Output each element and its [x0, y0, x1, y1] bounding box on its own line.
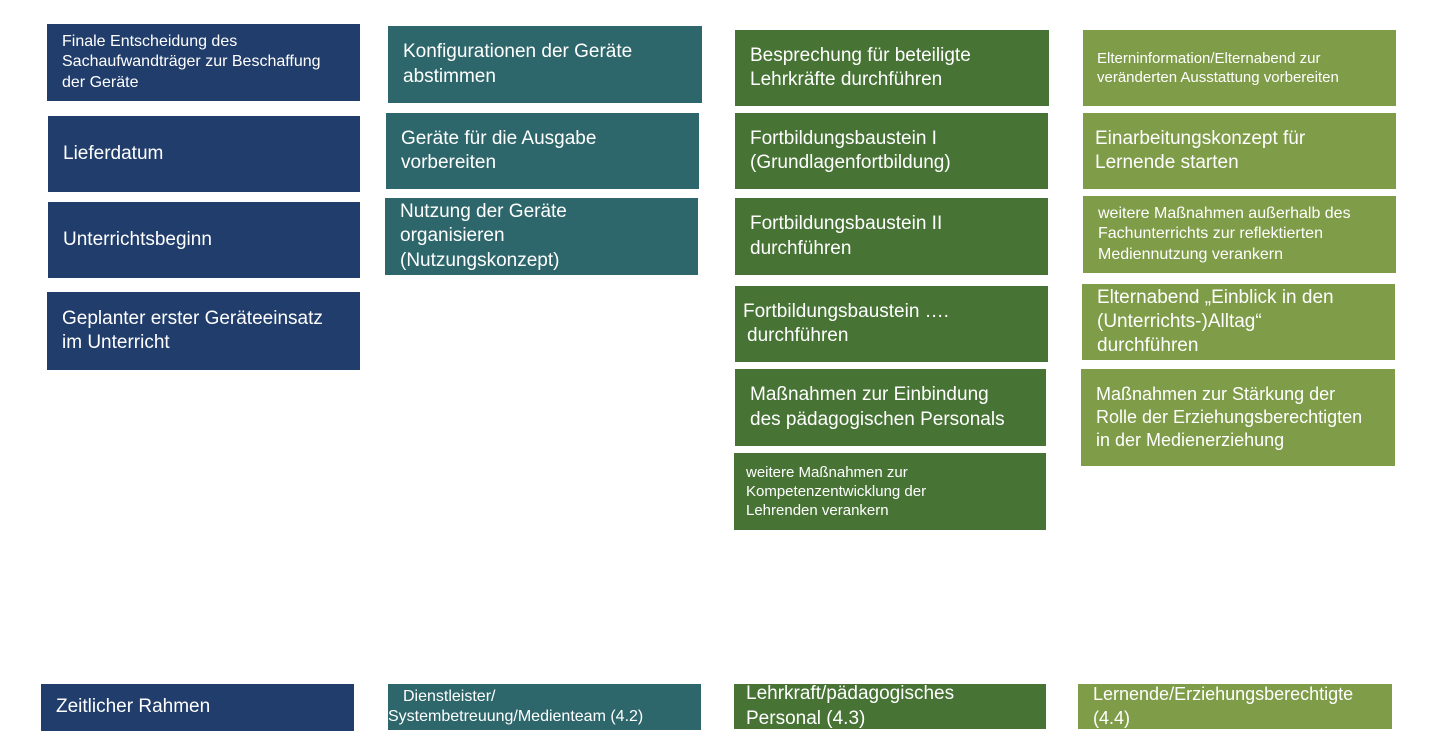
footer-text-line: (4.4): [1093, 707, 1131, 728]
box-text-line: (Nutzungskonzept): [400, 249, 560, 271]
box-text-line: Besprechung für beteiligte: [750, 44, 971, 66]
box-text-line: Mediennutzung verankern: [1098, 245, 1284, 263]
box-besprechung-lehrkraefte: [735, 30, 1049, 106]
box-text-line: Fachunterrichts zur reflektierten: [1098, 225, 1323, 243]
box-einarbeitungskonzept: [1083, 113, 1396, 189]
box-text-line: Elterninformation/Elternabend zur: [1097, 49, 1321, 67]
box-text-line: vorbereiten: [401, 152, 497, 173]
footer-lehrkraft: [734, 684, 1046, 729]
box-text-line: in der Medienerziehung: [1096, 430, 1285, 451]
box-text-line: veränderten Ausstattung vorbereiten: [1097, 69, 1339, 86]
box-text-line: Elternabend „Einblick in den: [1097, 286, 1334, 308]
box-lieferdatum: [48, 116, 360, 192]
box-text-line: Lehrenden verankern: [746, 502, 889, 520]
footer-zeitlicher-rahmen: [41, 684, 354, 731]
box-elterninformation: [1083, 30, 1396, 106]
box-erziehungsberechtigte-staerkung: [1081, 369, 1395, 466]
box-text-line: durchführen: [1097, 335, 1199, 357]
box-text-line: Geplanter erster Geräteeinsatz: [62, 307, 323, 329]
box-text-line: Lernende starten: [1095, 152, 1239, 173]
box-text-line: Sachaufwandträger zur Beschaffung: [62, 53, 321, 71]
box-konfigurationen: [388, 26, 702, 103]
box-geraete-ausgabe: [386, 113, 699, 189]
box-text-line: Maßnahmen zur Einbindung: [750, 384, 989, 406]
footer-text-line: Systembetreuung/Medienteam (4.2): [388, 708, 644, 725]
box-text-line: Kompetenzentwicklung der: [746, 482, 927, 500]
box-text-line: Fortbildungsbaustein I: [750, 127, 937, 149]
footer-text-line: Personal (4.3): [746, 707, 866, 729]
box-text-line: Finale Entscheidung des: [62, 32, 238, 50]
footer-text-line: Lehrkraft/pädagogisches: [746, 684, 955, 705]
box-einbindung-personal: [735, 369, 1046, 446]
box-text-line: durchführen: [750, 237, 852, 259]
box-fortbildungsbaustein-2: [735, 198, 1048, 275]
box-text-line: im Unterricht: [62, 332, 170, 353]
box-text-line: der Geräte: [62, 73, 139, 91]
box-text-line: Fortbildungsbaustein II: [750, 213, 943, 235]
box-fortbildungsbaustein-1: [735, 113, 1048, 189]
box-kompetenzentwicklung: [734, 453, 1046, 530]
box-nutzung-organisieren: [385, 198, 698, 275]
box-text-line: Konfigurationen der Geräte: [403, 41, 633, 63]
box-text-line: des pädagogischen Personals: [750, 408, 1005, 430]
box-text-line: Unterrichtsbeginn: [63, 228, 212, 250]
box-elternabend-einblick: [1082, 284, 1395, 360]
box-text-line: Lieferdatum: [63, 142, 164, 164]
box-text-line: weitere Maßnahmen außerhalb des: [1098, 204, 1351, 222]
footer-lernende: [1078, 684, 1392, 729]
box-text-line: Fortbildungsbaustein ….: [743, 300, 949, 322]
box-mediennutzung: [1083, 196, 1396, 273]
box-text-line: Nutzung der Geräte: [400, 201, 567, 223]
footer-text-line: Dienstleister/: [403, 687, 496, 705]
box-unterrichtsbeginn: [48, 202, 360, 278]
box-text-line: organisieren: [400, 225, 505, 247]
box-text-line: durchführen: [747, 325, 849, 346]
box-text-line: Maßnahmen zur Stärkung der: [1096, 383, 1336, 404]
box-text-line: weitere Maßnahmen zur: [746, 463, 908, 481]
box-text-line: Geräte für die Ausgabe: [401, 127, 597, 149]
footer-dienstleister: [388, 684, 701, 730]
box-geplanter-geraeteeinsatz: [47, 292, 360, 370]
footer-text-line: Lernende/Erziehungsberechtigte: [1093, 684, 1354, 705]
box-text-line: abstimmen: [403, 65, 496, 87]
box-finale-entscheidung: [47, 24, 360, 101]
box-text-line: (Unterrichts-)Alltag“: [1097, 310, 1262, 332]
box-text-line: Einarbeitungskonzept für: [1095, 127, 1306, 149]
box-text-line: Rolle der Erziehungsberechtigten: [1096, 406, 1363, 427]
box-text-line: Lehrkräfte durchführen: [750, 69, 943, 90]
box-text-line: (Grundlagenfortbildung): [750, 152, 951, 173]
footer-text-line: Zeitlicher Rahmen: [56, 696, 211, 718]
box-fortbildungsbaustein-weitere: [735, 286, 1048, 362]
